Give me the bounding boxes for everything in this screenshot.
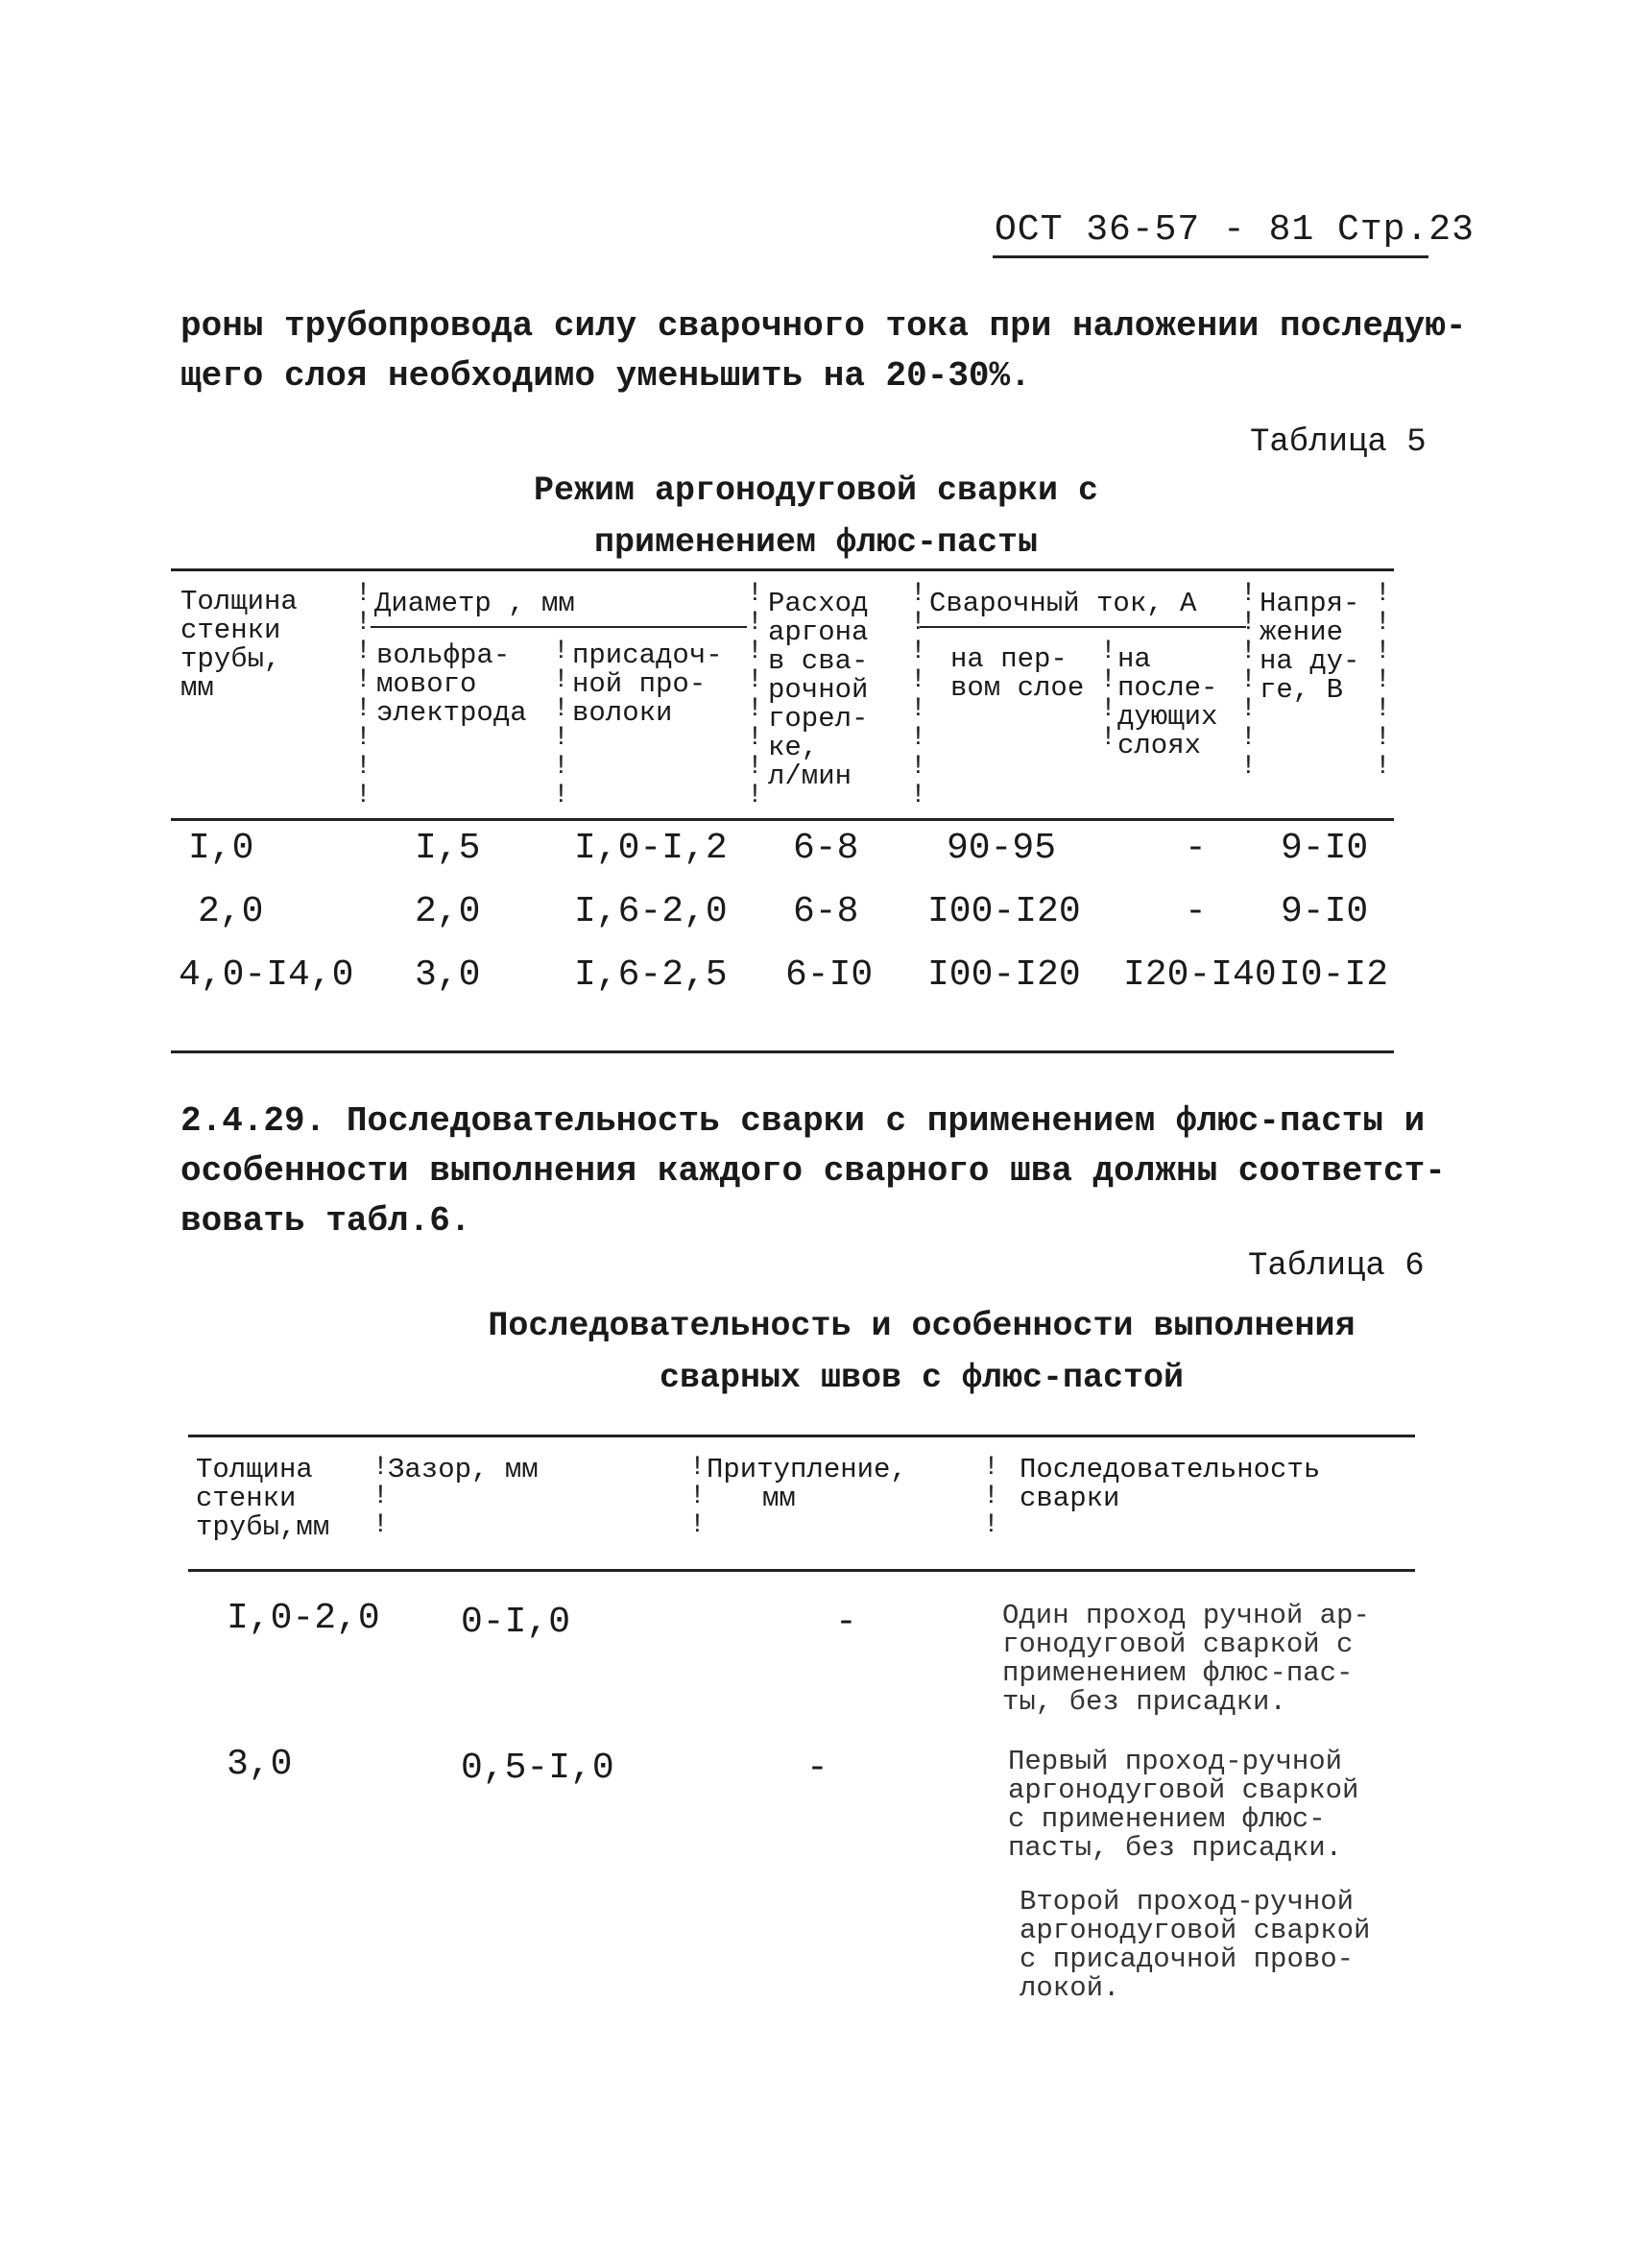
table5-top-rule [171,568,1394,571]
table5-cell: 2,0 [415,891,481,932]
table5-header-rule [171,818,1394,821]
paragraph-line: 2.4.29. Последовательность сварки с применением флюс-пасты и [180,1101,1426,1141]
paragraph-2-4-29 [180,1097,1446,1246]
table6-cell-sequence: Первый проход-ручной аргонодуговой сваркой с применением флюс- пасты, без присадки. [1008,1746,1359,1864]
table5-title [461,465,1171,568]
intro-line: щего слоя необходимо уменьшить на 20-30%. [180,356,1031,396]
col-separator: ! ! ! ! [1100,637,1116,753]
current-underline [920,626,1246,628]
header-thickness: Толщина стенки трубы, мм [180,586,298,704]
table5-cell: - [1185,891,1207,932]
table6-cell-gap: 0,5-I,0 [461,1748,614,1789]
table6-top-rule [188,1435,1415,1437]
header-voltage: Напря- жение на ду- ге, В [1260,588,1360,706]
header-argon-flow: Расход аргона в сва- рочной горел- ке, л/мин [768,588,869,792]
table5-cell: I,6-2,0 [574,891,728,932]
table5-cell: I,0 [188,828,254,869]
header-welding-current-group: Сварочный ток, А [929,588,1197,619]
table6-cell-gap: 0-I,0 [461,1602,571,1643]
table6-title [451,1300,1392,1404]
table6-header-rule [188,1569,1415,1572]
intro-paragraph [180,302,1466,401]
paragraph-line: вовать табл.6. [180,1201,471,1241]
table5-cell: 6-8 [793,828,859,869]
col-separator: ! ! ! ! ! ! ! [1240,579,1257,782]
paragraph-line: особенности выполнения каждого сварного шва должны соответст- [180,1151,1446,1191]
table6-cell-sequence-second-pass: Второй проход-ручной аргонодуговой сваркой с присадочной прово- локой. [1020,1886,1371,2004]
header-tungsten-electrode: вольфра- мового электрода [376,639,527,729]
table5-cell: I20-I40 [1123,954,1277,996]
header-filler-wire: присадоч- ной про- волоки [572,639,723,729]
col-separator: ! ! ! ! ! ! ! [1375,579,1391,782]
header-diameter-group: Диаметр , мм [374,588,575,619]
col-separator: ! ! ! ! ! ! ! ! [355,579,372,810]
table6-title-line: Последовательность и особенности выполнения [488,1307,1356,1345]
table5-cell: 6-8 [793,891,859,932]
table5-cell: 9-I0 [1281,891,1369,932]
table5-cell: - [1185,828,1207,869]
table5-title-line: применением флюс-пасты [593,523,1039,562]
table5-cell: I0-I2 [1279,954,1389,996]
table6-title-line: сварных швов с флюс-пастой [659,1359,1185,1397]
col-separator: ! ! ! [689,1453,706,1540]
table5-cell: I00-I20 [927,954,1081,996]
table6-cell-thickness: 3,0 [227,1744,293,1785]
header-blunt: Притупление, мм [707,1454,907,1514]
col-separator: ! ! ! ! ! ! [553,637,569,810]
col-separator: ! ! ! ! ! ! ! ! [747,579,763,810]
diameter-underline [371,626,747,628]
document-header: ОСТ 36-57 - 81 Стр.23 [995,209,1475,251]
table6-cell-blunt: - [806,1748,828,1789]
header-underline [993,255,1428,258]
table5-bottom-rule [171,1050,1394,1053]
header-thickness: Толщина стенки трубы,мм [196,1454,330,1543]
col-separator: ! ! ! ! ! ! ! ! [910,579,926,810]
header-next-layers: на после- дующих слоях [1117,643,1218,761]
header-gap: Зазор, мм [388,1454,539,1485]
table5-label: Таблица 5 [1250,424,1427,461]
table5-cell: I,6-2,5 [574,954,728,996]
intro-line: роны трубопровода силу сварочного тока при наложении последую- [180,306,1467,346]
table5-title-line: Режим аргонодуговой сварки с [533,471,1099,510]
table5-cell: 9-I0 [1281,828,1369,869]
table5-cell: 6-I0 [785,954,874,996]
table6-label: Таблица 6 [1248,1248,1425,1285]
table6-cell-blunt: - [835,1602,857,1643]
table5-cell: 3,0 [415,954,481,996]
table5-cell: 4,0-I4,0 [179,954,354,996]
header-first-layer: на пер- вом слое [950,643,1085,704]
table5-cell: I,5 [415,828,481,869]
table5-cell: 90-95 [947,828,1057,869]
table6-cell-thickness: I,0-2,0 [227,1598,380,1639]
col-separator: ! ! ! [372,1453,389,1540]
table5-cell: I,0-I,2 [574,828,728,869]
table5-cell: I00-I20 [927,891,1081,932]
table5-cell: 2,0 [198,891,264,932]
header-sequence: Последовательность сварки [1020,1454,1321,1514]
col-separator: ! ! ! [983,1453,999,1540]
table6-cell-sequence: Один проход ручной ар- гонодуговой сваркой с применением флюс-пас- ты, без присадки. [1002,1600,1370,1718]
